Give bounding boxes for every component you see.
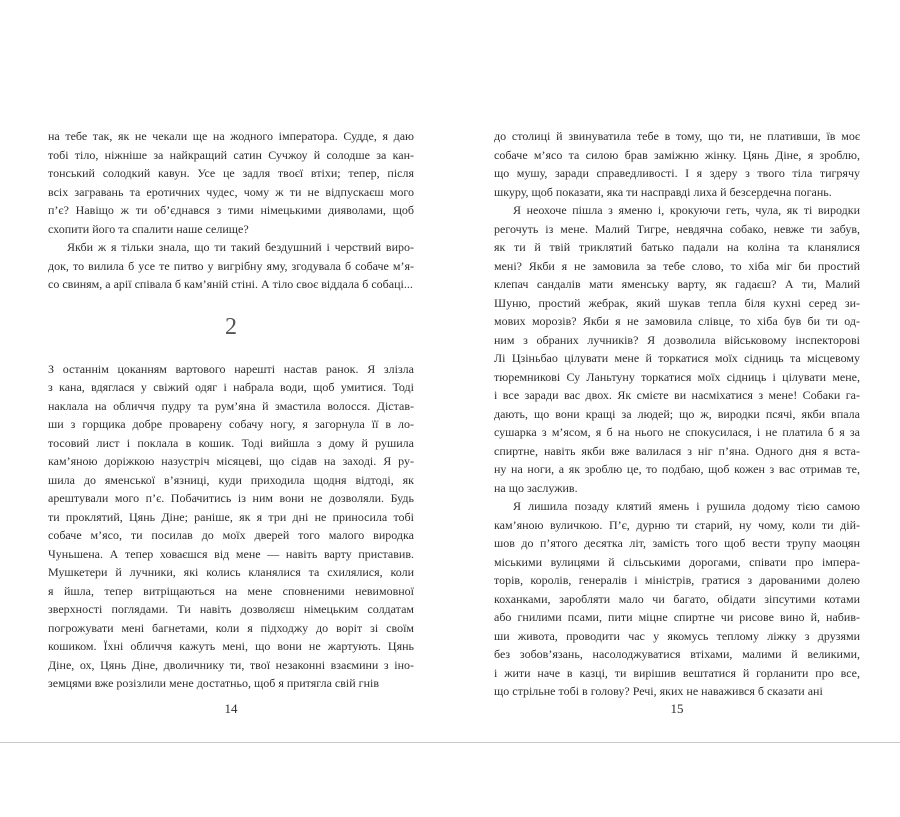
text-line: коханками, заробляти мало чи багато, обідати зіпсутими котами — [494, 591, 860, 606]
text-line: кам’яною вуличкою. П’є, дурню ти старий, ну чому, коли ти дій- — [494, 517, 860, 532]
text-line: тонський солодкий кавун. Усе це задля твоєї втіхи; тепер, після — [48, 166, 414, 180]
text-line: Якби ж я тільки знала, що ти такий бездушний і черствий виро- — [67, 240, 414, 254]
text-line: тосовий лист і поклала в кошик. Тоді вийшла з дому й рушила — [48, 435, 414, 450]
text-line: всіх загравань та еротичних чудес, чому ж ти не відпускаєш мого — [48, 184, 414, 199]
text-line: собаче м’ясо та силою брав заміжню жінку. Цянь Діне, я зроблю, — [494, 147, 860, 162]
text-line: док, то вилила б усе те питво у вигрібну яму, згодувала б собаче м’я- — [48, 258, 414, 273]
text-line: тобі тіло, ніжніше за найкращий сатин Сучжоу й солодше за кан- — [48, 147, 414, 162]
text-line: схопити його та спалити наше селище? — [48, 221, 249, 236]
text-line: со свиням, а арії співала б кам’яній стіні. А тіло своє віддала б собаці... — [48, 277, 413, 291]
text-line: наклала на обличчя пудру та рум’яна й змастила волосся. Дістав- — [48, 398, 414, 413]
text-line: дають, що вони кращі за людей; що ж, виродки псячі, якби впала — [494, 406, 860, 421]
left-page-text-column — [48, 127, 414, 693]
text-line: мені? Якби я не замовила за тебе слово, то хіба міг би простий — [494, 258, 860, 273]
text-line: і жити наче в казці, ти вирішив вештатися й горланити про все, — [494, 665, 860, 680]
text-line: Діне, ох, Цянь Діне, дволичнику ти, твої незаконні взаємини з іно- — [48, 657, 414, 672]
text-line: З останнім цоканням вартового нарешті настав ранок. Я злізла — [48, 361, 414, 376]
text-line: що стрільне тобі в голову? Речі, яких не наважився б сказати ані — [494, 684, 823, 698]
text-line: ну на ноги, а як зроблю це, то подбаю, щоб кожен з вас отримав те, — [494, 462, 860, 476]
text-line: ти проклятий, Цянь Діне; раніше, як я три дні не приносила тобі — [48, 509, 414, 524]
text-line: без зобов’язань, насолоджуватися втіхами, малими й великими, — [494, 647, 860, 661]
right-page-text-column — [494, 127, 860, 701]
text-line: або гнилими псами, пити міцне спиртне чи рисове вино й, набив- — [494, 610, 860, 624]
text-line: кошиком. Їхні обличчя кажуть мені, що вони не жартують. Цянь — [48, 639, 414, 653]
text-line: що мушу, заради справедливості. І я здеру з твого тіла тигрячу — [494, 166, 860, 180]
text-line: мових морозів? Якби я не замовила слівце, то хіба був би ти од- — [494, 314, 860, 328]
text-line: шкуру, щоб показати, яка ти насправді лиха й безсердечна погань. — [494, 184, 832, 199]
text-line: сушарка з м’ясом, я б на нього не спокусилася, і не платила б я за — [494, 425, 860, 439]
text-line: п’є? Навіщо ж ти об’єднався з тими німецькими дияволами, щоб — [48, 203, 414, 217]
text-line: Чуньшена. А тепер ховаєшся від мене — навіть варту приставив. — [48, 546, 414, 561]
right-page-number: 15 — [670, 701, 684, 716]
text-line: Я лишила позаду клятий ямень і рушила додому тією самою — [513, 499, 860, 513]
text-line: ши з горщика добре проварену собачу ногу, я загорнула її в ло- — [48, 417, 414, 431]
text-line: погрожувати мені багнетами, коли я підходжу до воріт зі своїм — [48, 620, 414, 635]
text-line: на що заслужив. — [494, 480, 578, 495]
text-line: ши живота, проводити час у якомусь теплому ліжку з друзями — [494, 628, 860, 643]
text-line: Мушкетери й лучники, які колись кланялися та схилялися, коли — [48, 565, 414, 579]
text-line: регочуть із мене. Малий Тигре, невдячна собако, невже ти забув, — [494, 221, 860, 236]
page-bottom-edge-line — [0, 742, 900, 743]
chapter-number: 2 — [225, 313, 237, 340]
text-line: тюремникові Су Ланьтуну торкатися моїх сідниць і цілувати мене, — [494, 369, 860, 384]
text-line: з кана, вдяглася у свіжий одяг і набрала води, щоб умитися. Тоді — [48, 380, 414, 394]
text-line: шила до яменської в’язниці, куди приходила щодня відтоді, як — [48, 472, 414, 487]
text-line: клепач сандалів мати яменську варту, як гадаєш? А ти, Малий — [494, 277, 860, 291]
text-line: до столиці й звинуватила тебе в тому, що ти, не плативши, їв моє — [494, 129, 860, 143]
text-line: собаче м’ясо, ти посилав до моїх дверей того малого виродка — [48, 528, 414, 542]
text-line: шов до п’ятого десятка літ, замість того щоб вести трупу маоцян — [494, 536, 860, 550]
text-line: земцями вже розізлили мене достатньо, щоб я притягла свій гнів — [48, 676, 380, 690]
text-line: ним з обраних лучників? Я дозволила військовому інспекторові — [494, 332, 860, 347]
text-line: і все заради вас двох. Як смієте ви насміхатися з мене! Собаки га- — [494, 388, 860, 402]
text-line: спиртне, навіть якби вже валилася з ніг п’яна. Одного дня я вста- — [494, 443, 860, 458]
text-line: як ти й твій триклятий батько падали на коліна та кланялися — [494, 240, 860, 254]
text-line: Шуню, простий жебрак, який шукав тепла біля кухні серед зи- — [494, 295, 860, 310]
text-line: арештували мого п’є. Побачитись із ним вони не дозволяли. Будь — [48, 491, 414, 505]
text-line: я йшла, тепер витріщаються на мене сповненими невимовної — [48, 583, 414, 598]
text-line: Я неохоче пішла з яменю і, крокуючи геть, чула, як ті виродки — [513, 203, 860, 217]
text-line: Лі Цзіньбао цілувати мене й торкатися моїх сідниць та місцевому — [494, 351, 860, 365]
text-line: кам’яною доріжкою назустріч місяцеві, що сідав на заході. Я ру- — [48, 454, 414, 468]
text-line: торів, королів, генералів і міністрів, гратися з дарованими долею — [494, 573, 860, 587]
text-line: на тебе так, як не чекали ще на жодного імператора. Судде, я даю — [48, 129, 414, 143]
text-line: зверхності поглядами. Ти навіть дозволяєш німецьким солдатам — [48, 602, 414, 616]
left-page-number: 14 — [224, 701, 238, 716]
text-line: міськими вулицями й сільськими дорогами, співати про імпера- — [494, 554, 860, 569]
